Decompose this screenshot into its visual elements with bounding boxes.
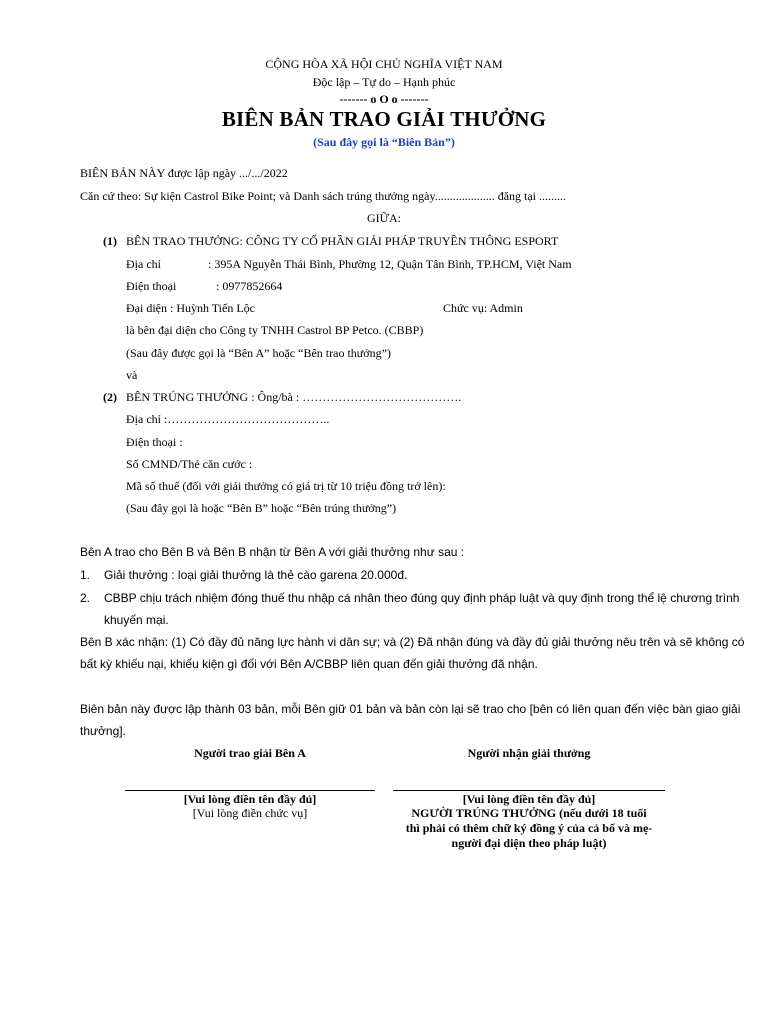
confirmation-line-2: bất kỳ khiếu nại, khiếu kiện gì đối với Bên A/CBBP liên quan đến giải thưởng đã nhận. xyxy=(80,657,538,671)
copies-line-1: Biên bản này được lập thành 03 bản, mỗi Bên giữ 01 bản và bản còn lại sẽ trao cho [bên có liên quan đến việc bàn giao giải xyxy=(80,702,741,716)
header-divider: ------- o O o ------- xyxy=(339,92,429,106)
document-title: BIÊN BẢN TRAO GIẢI THƯỞNG xyxy=(221,107,547,131)
signature-line-b xyxy=(393,790,665,791)
party-b-heading: BÊN TRÚNG THƯỞNG : Ông/bà : …………………………………. xyxy=(126,390,462,404)
party-a-number: (1) xyxy=(103,234,117,248)
party-a-alias: (Sau đây được gọi là “Bên A” hoặc “Bên trao thưởng”) xyxy=(126,346,391,360)
item-2-line-1: CBBP chịu trách nhiệm đóng thuế thu nhập cá nhân theo đúng quy định pháp luật và quy định trong thể lệ chương trình xyxy=(104,591,740,605)
confirmation-line-1: Bên B xác nhận: (1) Có đầy đủ năng lực hành vi dân sự; và (2) Đã nhận đúng và đầy đủ giải thưởng nêu trên và sẽ không có xyxy=(80,635,745,649)
motto: Độc lập – Tự do – Hạnh phúc xyxy=(312,75,456,89)
party-a-representative: Đại diện : Huỳnh Tiến Lộc xyxy=(126,301,255,315)
signer-b-name-placeholder: [Vui lòng điền tên đầy đủ] xyxy=(462,792,596,806)
basis-line: Căn cứ theo: Sự kiện Castrol Bike Point; và Danh sách trúng thưởng ngày.................... đăng tại ......... xyxy=(80,189,567,203)
party-a-address-label: Địa chỉ xyxy=(126,257,161,271)
signer-a-name-placeholder: [Vui lòng điền tên đầy đủ] xyxy=(183,792,317,806)
party-a-phone-label: Điện thoại xyxy=(126,279,177,293)
item-2-line-2: khuyến mại. xyxy=(104,613,169,627)
between-label: GIỮA: xyxy=(367,211,401,225)
party-a-on-behalf: là bên đại diện cho Công ty TNHH Castrol BP Petco. (CBBP) xyxy=(126,323,424,337)
party-a-heading: BÊN TRAO THƯỞNG: CÔNG TY CỔ PHẦN GIẢI PHÁP TRUYỀN THÔNG ESPORT xyxy=(126,234,559,248)
signer-b-note-line-1: NGƯỜI TRÚNG THƯỞNG (nếu dưới 18 tuổi xyxy=(411,806,647,820)
party-b-id-card: Số CMND/Thẻ căn cước : xyxy=(126,457,253,471)
party-b-phone: Điện thoại : xyxy=(126,435,183,449)
party-b-tax-code: Mã số thuế (đối với giải thưởng có giá trị từ 10 triệu đồng trở lên): xyxy=(126,479,446,493)
item-1-text: Giải thưởng : loại giải thưởng là thẻ cào garena 20.000đ. xyxy=(104,568,408,582)
copies-line-2: thưởng]. xyxy=(80,724,126,738)
signer-a-title: Người trao giải Bên A xyxy=(194,746,306,760)
party-b-alias: (Sau đây gọi là hoặc “Bên B” hoặc “Bên trúng thưởng”) xyxy=(126,501,397,515)
signature-line-a xyxy=(125,790,375,791)
transfer-intro: Bên A trao cho Bên B và Bên B nhận từ Bên A với giải thưởng như sau : xyxy=(80,545,465,559)
item-2-number: 2. xyxy=(80,591,91,605)
party-a-position: Chức vụ: Admin xyxy=(443,301,523,315)
signer-b-note-line-2: thì phải có thêm chữ ký đồng ý của cả bố và mẹ- xyxy=(405,821,653,835)
party-b-number: (2) xyxy=(103,390,117,404)
signer-b-note-line-3: người đại diện theo pháp luật) xyxy=(451,836,607,850)
signer-a-position-placeholder: [Vui lòng điền chức vụ] xyxy=(192,806,308,820)
and-connector: và xyxy=(126,368,138,382)
document-subtitle: (Sau đây gọi là “Biên Bản”) xyxy=(313,135,455,149)
party-b-address: Địa chỉ :………………………………….. xyxy=(126,412,330,426)
party-a-address-value: : 395A Nguyễn Thái Bình, Phường 12, Quận Tân Bình, TP.HCM, Việt Nam xyxy=(208,257,572,271)
item-1-number: 1. xyxy=(80,568,91,582)
nation-heading: CỘNG HÒA XÃ HỘI CHỦ NGHĨA VIỆT NAM xyxy=(265,57,503,71)
signer-b-title: Người nhận giải thưởng xyxy=(467,746,591,760)
date-line: BIÊN BẢN NÀY được lập ngày .../.../2022 xyxy=(80,166,288,180)
party-a-phone-value: : 0977852664 xyxy=(216,279,283,293)
